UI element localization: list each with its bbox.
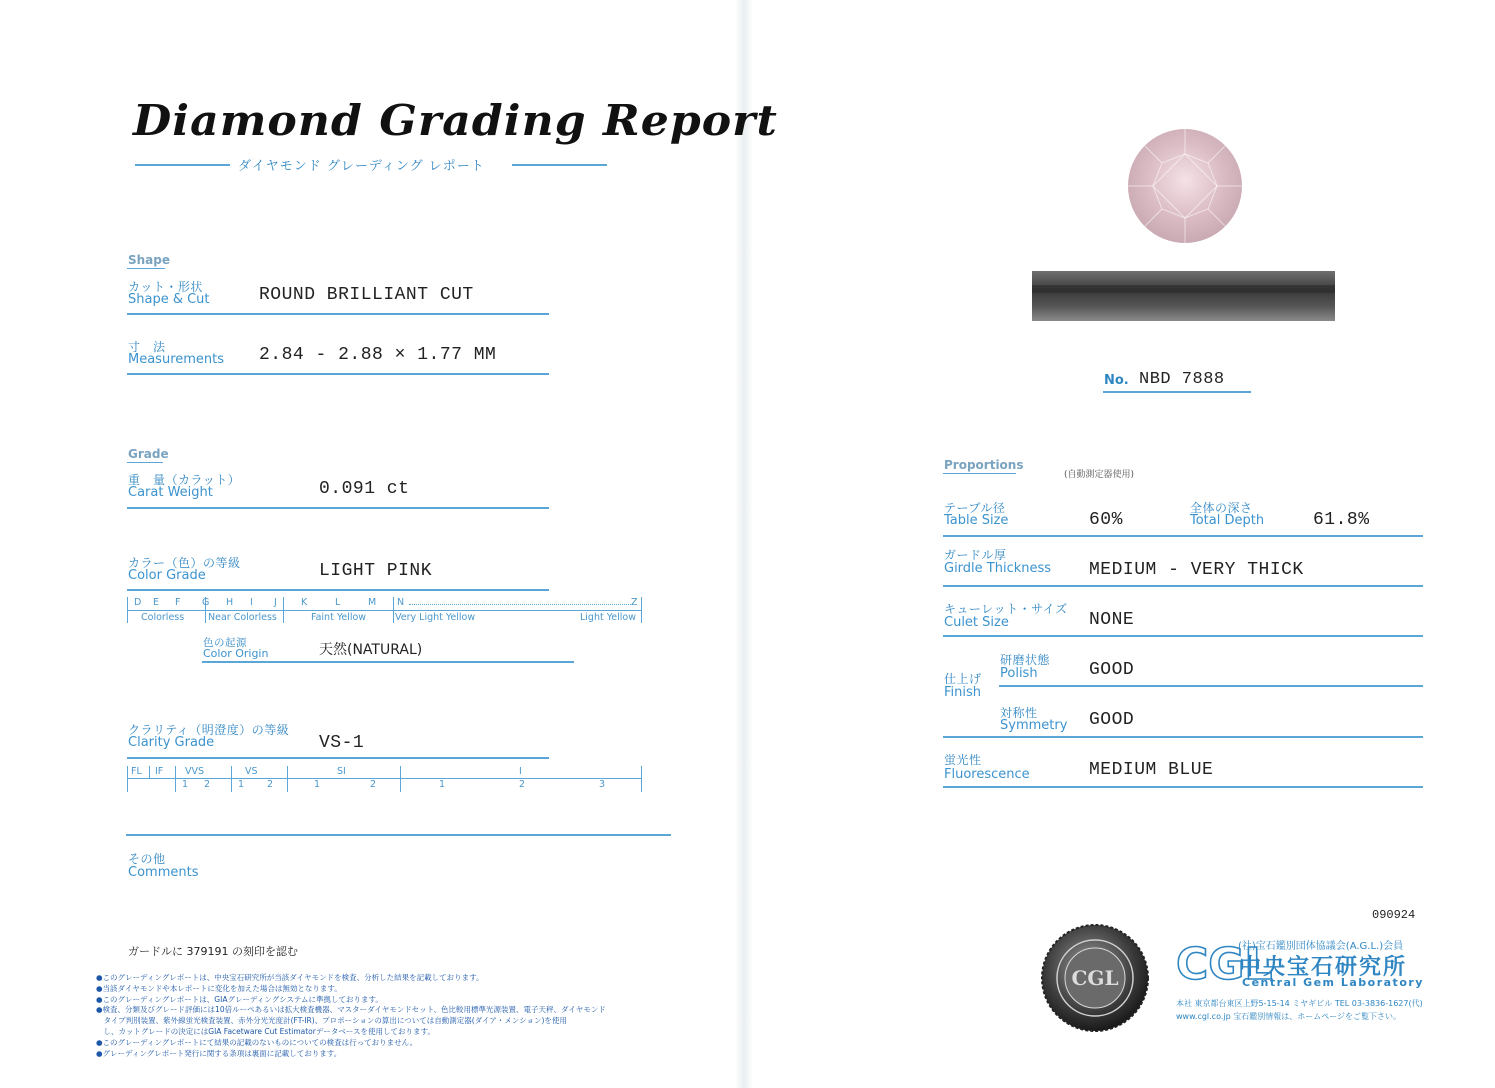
embossed-seal	[1040, 923, 1150, 1033]
clarity-label-jp: クラリティ（明澄度）の等級	[128, 723, 290, 737]
origin-value: 天然(NATURAL)	[319, 642, 423, 658]
girdle-band	[1032, 285, 1335, 293]
carat-rule	[127, 507, 549, 509]
shape-heading: Shape	[128, 253, 171, 267]
diamond-photo	[1127, 128, 1243, 244]
doc-code: 090924	[1372, 908, 1416, 922]
grade-heading: Grade	[128, 447, 169, 461]
color-group: Faint Yellow	[311, 612, 367, 623]
polish-rule	[999, 685, 1423, 687]
shape-cut-value: ROUND BRILLIANT CUT	[259, 285, 474, 305]
note-line: ●このグレーディングレポートは、GIAグレーディングシステムに準拠しております。	[96, 994, 383, 1004]
report-no-rule	[1103, 391, 1251, 393]
depth-label-en: Total Depth	[1190, 513, 1265, 528]
shape-cut-label-en: Shape & Cut	[128, 292, 210, 307]
clarity-num: 2	[519, 779, 526, 790]
note-line: ●検査、分類及びグレード評価には10倍ルーペあるいは拡大検査機器、マスターダイヤモンドセット、色比較用標準光源装置、電子天秤、ダイヤモンド	[96, 1005, 606, 1015]
color-letter: N	[397, 597, 405, 608]
clarity-num: 2	[370, 779, 377, 790]
measurements-label-en: Measurements	[128, 352, 225, 367]
clarity-group: SI	[337, 766, 346, 777]
carat-value: 0.091 ct	[319, 479, 410, 499]
polish-label-jp: 研磨状態	[1000, 653, 1051, 667]
girdle-label-jp: ガードル厚	[944, 548, 1007, 562]
note-line: ●このグレーディングレポートは、中央宝石研究所が当該ダイヤモンドを検査、分析した結果を記載しております。	[96, 973, 484, 982]
report-no-value: NBD 7888	[1139, 370, 1225, 389]
color-letter: I	[250, 597, 253, 608]
table-value: 60%	[1089, 510, 1123, 530]
girdle-photo	[1032, 271, 1335, 321]
finish-label-en: Finish	[944, 685, 982, 700]
color-group: Very Light Yellow	[395, 612, 476, 623]
color-letter: M	[368, 597, 377, 608]
origin-rule	[202, 661, 574, 663]
clarity-group: VS	[245, 766, 258, 777]
color-letter: K	[301, 597, 308, 608]
color-letter: J	[274, 597, 277, 608]
clarity-group: IF	[155, 766, 164, 777]
clarity-num: 2	[267, 779, 274, 790]
table-label-jp: テーブル径	[944, 501, 1006, 515]
report-title: Diamond Grading Report	[133, 96, 778, 145]
subtitle-rule-right	[512, 164, 607, 166]
shape-cut-label-jp: カット・形状	[128, 280, 203, 294]
note-line: ●このグレーディングレポートにて結果の記載のないものについての検査は行っておりません。	[96, 1037, 418, 1047]
measurements-rule	[127, 373, 549, 375]
table-label-en: Table Size	[944, 513, 1009, 528]
clarity-num: 3	[599, 779, 606, 790]
comments-label-en: Comments	[128, 865, 199, 880]
culet-rule	[943, 635, 1423, 637]
scale-divider	[175, 766, 176, 792]
origin-label-jp: 色の起源	[203, 637, 247, 649]
fluor-rule	[943, 786, 1423, 788]
report-no-label: No.	[1104, 373, 1129, 388]
depth-label-jp: 全体の深さ	[1190, 501, 1253, 515]
fluor-label-jp: 蛍光性	[944, 753, 982, 767]
clarity-rule	[127, 757, 549, 759]
color-letter: F	[175, 597, 181, 608]
color-label-jp: カラー（色）の等級	[128, 556, 241, 570]
table-rule	[943, 535, 1423, 537]
clarity-num: 1	[314, 779, 321, 790]
comments-top-rule	[126, 834, 671, 836]
color-letter: E	[153, 597, 160, 608]
lab-web: www.cgl.co.jp 宝石鑑別情報は、ホームページをご覧下さい。	[1176, 1012, 1402, 1021]
lab-name-jp: 中央宝石研究所	[1239, 955, 1408, 980]
clarity-num: 1	[439, 779, 446, 790]
shape-heading-rule	[127, 268, 165, 269]
notes-block	[96, 973, 676, 1059]
note-line: ●当該ダイヤモンドや本レポートに変化を加えた場合は無効となります。	[96, 983, 342, 993]
scale-tick	[127, 766, 128, 792]
carat-label-en: Carat Weight	[128, 485, 213, 500]
lab-address: 本社 東京都台東区上野5-15-14 ミヤギビル TEL 03-3836-1627(代)	[1176, 999, 1423, 1008]
clarity-num: 1	[238, 779, 245, 790]
symmetry-label-en: Symmetry	[1000, 718, 1068, 733]
clarity-scale	[127, 766, 642, 792]
proportions-heading: Proportions	[944, 458, 1024, 472]
subtitle-rule-left	[135, 164, 230, 166]
cgl-logo	[1174, 935, 1273, 990]
color-group: Colorless	[141, 612, 185, 623]
clarity-num: 1	[182, 779, 189, 790]
scale-divider	[287, 766, 288, 792]
proportions-heading-rule	[943, 473, 1016, 474]
color-rule	[127, 589, 549, 591]
svg-text:CGL: CGL	[1176, 939, 1273, 990]
scale-divider	[231, 766, 232, 792]
symmetry-rule	[943, 736, 1423, 738]
fluor-value: MEDIUM BLUE	[1089, 760, 1214, 780]
note-line: タイプ判別装置、紫外線蛍光検査装置、赤外分光光度計(FT-IR)、プロポーションの算出については自動測定器(ダイア・メンション)を使用	[96, 1016, 567, 1026]
clarity-value: VS-1	[319, 733, 365, 753]
color-group: Light Yellow	[580, 612, 636, 623]
note-line: ●グレーディングレポート発行に関する条項は裏面に記載しております。	[96, 1048, 342, 1058]
polish-value: GOOD	[1089, 660, 1135, 680]
color-letter: D	[134, 597, 142, 608]
note-line: し、カットグレードの決定にはGIA Facetware Cut Estimatorデータベースを使用しております。	[96, 1026, 435, 1036]
svg-text:CGL: CGL	[1071, 966, 1119, 990]
color-letter: Z	[631, 597, 638, 608]
color-scale	[127, 597, 642, 623]
auto-measure-note: (自動測定器使用)	[1064, 470, 1135, 480]
culet-value: NONE	[1089, 610, 1135, 630]
color-label-en: Color Grade	[128, 568, 206, 583]
measurements-label-jp: 寸 法	[128, 340, 166, 354]
clarity-group: I	[519, 766, 522, 777]
polish-label-en: Polish	[1000, 666, 1038, 681]
comments-label-jp: その他	[128, 852, 166, 866]
color-value: LIGHT PINK	[319, 561, 433, 581]
fluor-label-en: Fluorescence	[944, 767, 1030, 782]
symmetry-value: GOOD	[1089, 710, 1135, 730]
scale-divider	[393, 597, 394, 623]
measurements-value: 2.84 - 2.88 × 1.77 MM	[259, 345, 497, 365]
scale-divider	[400, 766, 401, 792]
color-letter: H	[226, 597, 234, 608]
page-fold	[735, 0, 753, 1088]
finish-label-jp: 仕上げ	[944, 672, 982, 686]
shape-cut-rule	[127, 313, 549, 315]
scale-divider	[283, 597, 284, 623]
origin-label-en: Color Origin	[203, 647, 269, 660]
color-letter: L	[335, 597, 341, 608]
culet-label-en: Culet Size	[944, 615, 1009, 630]
scale-divider	[149, 766, 150, 778]
color-group: Near Colorless	[208, 612, 277, 623]
girdle-value: MEDIUM - VERY THICK	[1089, 560, 1304, 580]
report-subtitle-jp: ダイヤモンド グレーディング レポート	[238, 159, 485, 174]
color-letter: G	[202, 597, 210, 608]
clarity-num: 2	[204, 779, 211, 790]
girdle-inscription: ガードルに 379191 の刻印を認む	[128, 945, 298, 958]
clarity-group: VVS	[185, 766, 205, 777]
depth-value: 61.8%	[1313, 510, 1370, 530]
clarity-label-en: Clarity Grade	[128, 735, 215, 750]
clarity-group: FL	[131, 766, 142, 777]
lab-member: (社)宝石鑑別団体協議会(A.G.L.)会員	[1238, 941, 1404, 952]
grade-heading-rule	[127, 462, 163, 463]
carat-label-jp: 重 量（カラット）	[128, 473, 241, 487]
girdle-label-en: Girdle Thickness	[944, 561, 1052, 576]
culet-label-jp: キューレット・サイズ	[944, 602, 1068, 616]
girdle-rule	[943, 585, 1423, 587]
lab-name-en: Central Gem Laboratory	[1242, 976, 1424, 989]
symmetry-label-jp: 対称性	[1000, 706, 1038, 720]
scale-tick	[641, 766, 642, 792]
color-scale-dots	[409, 604, 631, 605]
